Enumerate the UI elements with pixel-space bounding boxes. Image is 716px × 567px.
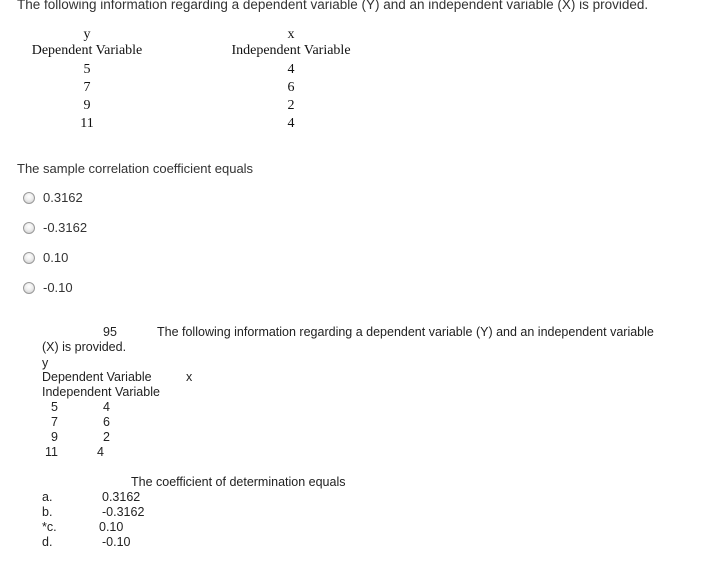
q2-y-header: Dependent Variable xyxy=(42,370,152,384)
q2-answer: -0.3162 xyxy=(102,505,145,519)
q1-y-header: Dependent Variable xyxy=(31,43,143,58)
q1-y-value: 5 xyxy=(83,62,91,77)
q1-option-radio[interactable] xyxy=(23,222,35,234)
q2-y-symbol: y xyxy=(42,356,49,370)
q1-y-symbol: y xyxy=(83,27,91,42)
q2-letter: d. xyxy=(42,535,53,549)
q1-x-header: Independent Variable xyxy=(231,43,351,58)
q1-x-value: 4 xyxy=(287,62,295,77)
q1-option-label: 0.3162 xyxy=(43,190,83,205)
q1-option-radio[interactable] xyxy=(23,282,35,294)
q1-option-label: -0.10 xyxy=(43,280,73,295)
q1-y-value: 7 xyxy=(83,80,91,95)
q2-intro-line1: The following information regarding a dependent variable (Y) and an independent variable xyxy=(157,325,654,339)
q2-x-header: Independent Variable xyxy=(42,385,160,399)
q2-intro-line2: (X) is provided. xyxy=(42,340,127,354)
q1-intro: The following information regarding a dependent variable (Y) and an independent variable (X) is provided. xyxy=(17,0,649,12)
q2-x-value: 4 xyxy=(103,400,110,414)
q2-letter: a. xyxy=(42,490,53,504)
q2-y-value: 11 xyxy=(45,445,58,459)
q2-x-value: 6 xyxy=(103,415,110,429)
q1-option-label: 0.10 xyxy=(43,250,69,265)
q1-y-value: 11 xyxy=(80,116,94,131)
q2-letter: *c. xyxy=(42,520,57,534)
q1-x-symbol: x xyxy=(287,27,295,42)
q2-letter: b. xyxy=(42,505,53,519)
q1-option-radio[interactable] xyxy=(23,252,35,264)
q1-y-value: 9 xyxy=(83,98,91,113)
q1-question: The sample correlation coefficient equals xyxy=(17,161,254,176)
q2-x-value: 2 xyxy=(103,430,110,444)
q2-answer: 0.10 xyxy=(99,520,124,534)
q2-y-value: 5 xyxy=(51,400,58,414)
q1-option-label: -0.3162 xyxy=(43,220,88,235)
q2-question: The coefficient of determination equals xyxy=(131,475,346,489)
q1-x-value: 4 xyxy=(287,116,295,131)
q2-x-symbol: x xyxy=(186,370,193,384)
q2-number: 95 xyxy=(103,325,117,339)
q2-answer: -0.10 xyxy=(102,535,131,549)
q1-option-radio[interactable] xyxy=(23,192,35,204)
q2-y-value: 9 xyxy=(51,430,58,444)
q2-answer: 0.3162 xyxy=(102,490,141,504)
q1-x-value: 6 xyxy=(287,80,295,95)
q2-y-value: 7 xyxy=(51,415,58,429)
q1-x-value: 2 xyxy=(287,98,295,113)
q2-x-value: 4 xyxy=(97,445,104,459)
